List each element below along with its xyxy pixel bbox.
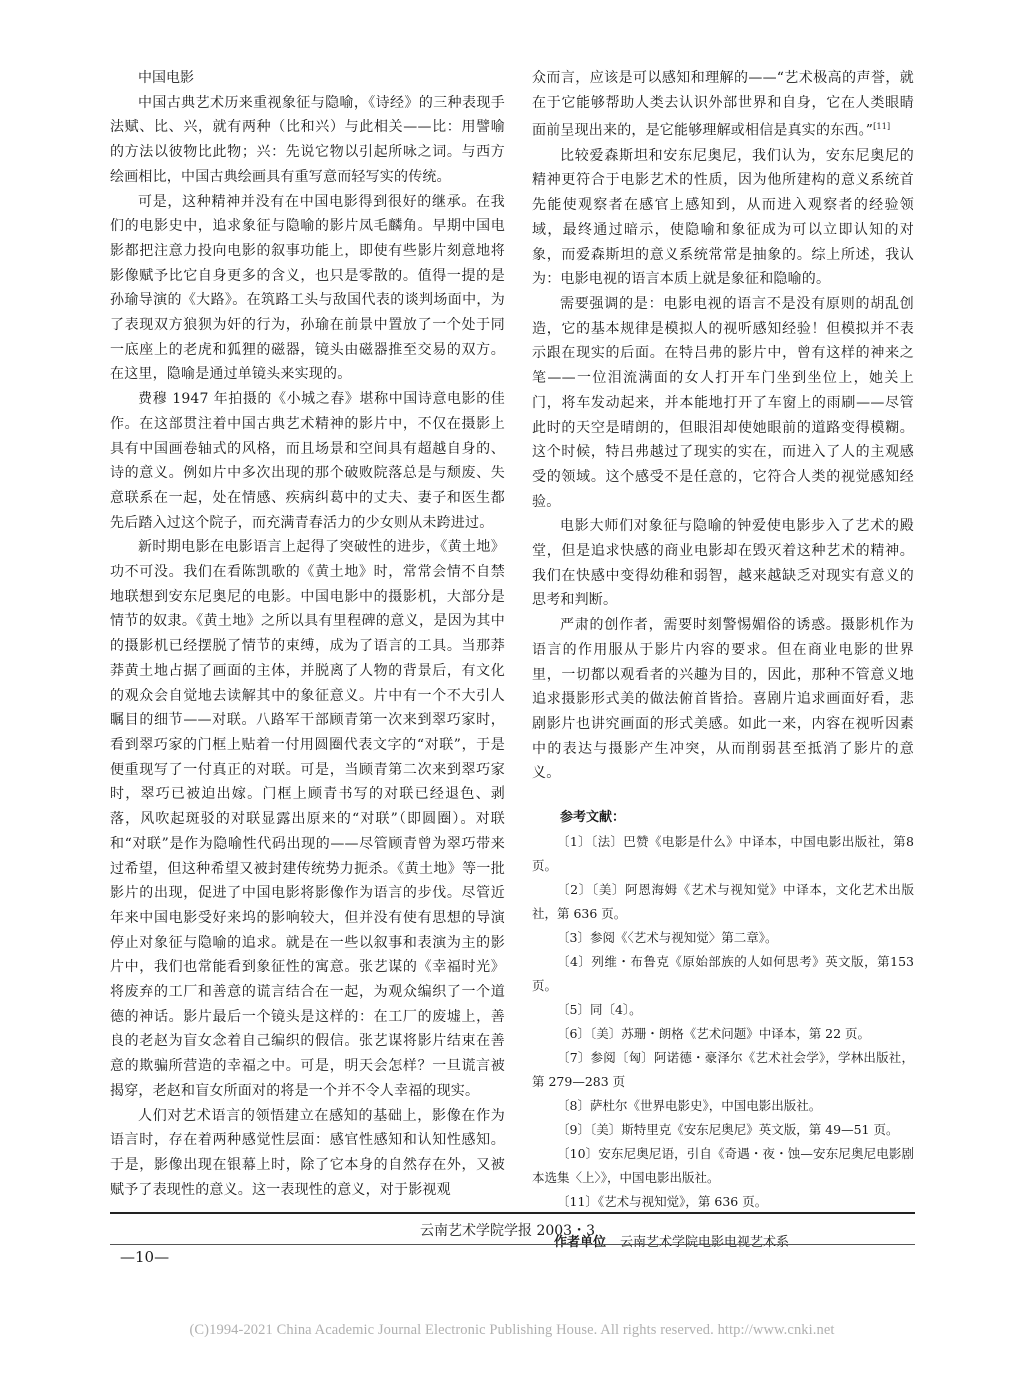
- body-paragraph: 人们对艺术语言的领悟建立在感知的基础上，影像在作为语言时，存在着两种感觉性层面：感官性感知和认知性感知。于是，影像出现在银幕上时，除了它本身的自然存在外，又被赋予了表现性的意义。这一表现性的意义，对于影视观: [110, 1107, 505, 1198]
- section-heading: 中国电影: [138, 70, 194, 86]
- right-column: [532, 66, 914, 1254]
- footnote-mark: [11]: [873, 122, 891, 132]
- left-column: [110, 66, 505, 1202]
- author-value: 云南艺术学院电影电视艺术系: [620, 1235, 790, 1251]
- reference-item: 〔5〕同〔4〕。: [557, 1002, 642, 1018]
- body-paragraph: 比较爱森斯坦和安东尼奥尼，我们认为，安东尼奥尼的精神更符合于电影艺术的性质，因为他所建构的意义系统首先能使观察者在感官上感知到，从而进入观察者的经验领域，最终通过暗示，使隐喻和象征成为可以立即认知的对象，而爱森斯坦的意义系统常常是抽象的。综上所述，我认为：电影电视的语言本质上就是象征和隐喻的。: [532, 147, 914, 288]
- references-section: [532, 806, 914, 1214]
- body-paragraph: 可是，这种精神并没有在中国电影得到很好的继承。在我们的电影史中，追求象征与隐喻的影片凤毛麟角。早期中国电影都把注意力投向电影的叙事功能上，即使有些影片刻意地将影像赋予比它自身更多的含义，也只是零散的。值得一提的是孙瑜导演的《大路》。在筑路工头与敌国代表的谈判场面中，为了表现双方狼狈为奸的行为，孙瑜在前景中置放了一个处于同一底座上的老虎和狐狸的磁器，镜头由磁器推至交易的双方。在这里，隐喻是通过单镜头来实现的。: [110, 193, 505, 383]
- reference-item: 〔9〕〔美〕斯特里克《安东尼奥尼》英文版，第 49—51 页。: [557, 1122, 899, 1138]
- reference-item: 〔7〕参阅〔匈〕阿诺德・豪泽尔《艺术社会学》，学林出版社，第 279—283 页: [532, 1050, 914, 1090]
- body-paragraph: 费穆 1947 年拍摄的《小城之春》堪称中国诗意电影的佳作。在这部贯注着中国古典艺术精神的影片中，不仅在摄影上具有中国画卷轴式的风格，而且场景和空间具有超越自身的、诗的意义。例如片中多次出现的那个破败院落总是与颓废、失意联系在一起，处在情感、疾病纠葛中的丈夫、妻子和医生都先后踏入过这个院子，而充满青春活力的少女则从未跨进过。: [110, 391, 505, 531]
- reference-item: 〔6〕〔美〕苏珊・朗格《艺术问题》中译本，第 22 页。: [557, 1026, 871, 1042]
- reference-item: 〔11〕《艺术与视知觉》，第 636 页。: [557, 1194, 768, 1210]
- page-number: —10—: [120, 1248, 170, 1266]
- quote-text: 众而言，应该是可以感知和理解的——“艺术极高的声誉，就在于它能够帮助人类去认识外部世界和自身，它在人类眼睛面前呈现出来的，是它能够理解或相信是真实的东西。”: [532, 70, 914, 140]
- body-paragraph: 需要强调的是：电影电视的语言不是没有原则的胡乱创造，它的基本规律是模拟人的视听感知经验！但模拟并不表示跟在现实的后面。在特吕弗的影片中，曾有这样的神来之笔——一位泪流满面的女人打开车门坐到坐位上，她关上门，将车发动起来，并本能地打开了车窗上的雨刷——尽管此时的天空是晴朗的，但眼泪却使她眼前的道路变得模糊。这个时候，特吕弗越过了现实的实在，而进入了人的主观感受的领域。这个感受不是任意的，它符合人类的视觉感知经验。: [532, 295, 914, 510]
- body-paragraph: 电影大师们对象征与隐喻的钟爱使电影步入了艺术的殿堂，但是追求快感的商业电影却在毁灭着这种艺术的精神。我们在快感中变得幼稚和弱智，越来越缺乏对现实有意义的思考和判断。: [532, 518, 914, 609]
- body-paragraph: 新时期电影在电影语言上起得了突破性的进步，《黄土地》功不可没。我们在看陈凯歌的《黄土地》时，常常会情不自禁地联想到安东尼奥尼的电影。中国电影中的摄影机，大部分是情节的奴隶。《黄土地》之所以具有里程碑的意义，是因为其中的摄影机已经摆脱了情节的束缚，成为了语言的工具。当那莽莽黄土地占据了画面的主体，并脱离了人物的背景后，有文化的观众会自觉地去读解其中的象征意义。片中有一个不大引人瞩目的细节——对联。八路军干部顾青第一次来到翠巧家时，看到翠巧家的门框上贴着一付用圆圈代表文字的“对联”，于是便重现写了一付真正的对联。可是，当顾青第二次来到翠巧家时，翠巧已被迫出嫁。门框上顾青书写的对联已经退色、剥落，风吹起斑驳的对联显露出原来的“对联”（即圆圈）。对联和“对联”是作为隐喻性代码出现的——尽管顾青曾为翠巧带来过希望，但这种希望又被封建传统势力扼杀。《黄土地》等一批影片的出现，促进了中国电影将影像作为语言的步伐。尽管近年来中国电影受好来坞的影响较大，但并没有使有思想的导演停止对象征与隐喻的追求。就是在一些以叙事和表演为主的影片中，我们也常能看到象征性的寓意。张艺谋的《幸福时光》将废弃的工厂和善意的谎言结合在一起，为观众编织了一个道德的神话。影片最后一个镜头是这样的：在工厂的废墟上，善良的老赵为盲女念着自己编织的假信。张艺谋将影片结束在善意的欺骗所营造的幸福之中。可是，明天会怎样？一旦谎言被揭穿，老赵和盲女所面对的将是一个并不令人幸福的现实。: [110, 539, 505, 1099]
- body-paragraph: 中国古典艺术历来重视象征与隐喻，《诗经》的三种表现手法赋、比、兴，就有两种（比和兴）与此相关——比：用譬喻的方法以彼物比此物；兴：先说它物以引起所咏之词。与西方绘画相比，中国古典绘画具有重写意而轻写实的传统。: [110, 94, 505, 185]
- copyright-footer: (C)1994-2021 China Academic Journal Electronic Publishing House. All rights reserved. http://www.cnki.net: [189, 1322, 835, 1338]
- footer-rule-thin: [110, 1244, 915, 1245]
- reference-item: 〔1〕〔法〕巴赞《电影是什么》中译本，中国电影出版社，第8页。: [532, 834, 914, 874]
- footer-rule-thick: [110, 1212, 915, 1214]
- reference-item: 〔10〕安东尼奥尼语，引自《奇遇・夜・蚀—安东尼奥尼电影剧本选集〈上〉》，中国电影出版社。: [532, 1146, 914, 1186]
- reference-item: 〔3〕参阅《〈艺术与视知觉〉第二章》。: [557, 930, 778, 946]
- reference-item: 〔8〕萨杜尔《世界电影史》，中国电影出版社。: [557, 1098, 822, 1114]
- body-paragraph: [532, 66, 914, 144]
- journal-name: 云南艺术学院学报 2003・3: [420, 1223, 595, 1239]
- body-paragraph: 严肃的创作者，需要时刻警惕媚俗的诱惑。摄影机作为语言的作用服从于影片内容的要求。但在商业电影的世界里，一切都以观看者的兴趣为目的，因此，那种不管意义地追求摄影形式美的做法俯首皆拾。喜剧片追求画面好看，悲剧影片也讲究画面的形式美感。如此一来，内容在视听因素中的表达与摄影产生冲突，从而削弱甚至抵消了影片的意义。: [532, 617, 914, 782]
- author-label: 作者单位: [554, 1235, 607, 1251]
- reference-item: 〔4〕列维・布鲁克《原始部族的人如何思考》英文版，第153页。: [532, 954, 914, 994]
- reference-item: 〔2〕〔美〕阿恩海姆《艺术与视知觉》中译本，文化艺术出版社，第 636 页。: [532, 882, 914, 922]
- references-title: 参考文献：: [560, 810, 626, 826]
